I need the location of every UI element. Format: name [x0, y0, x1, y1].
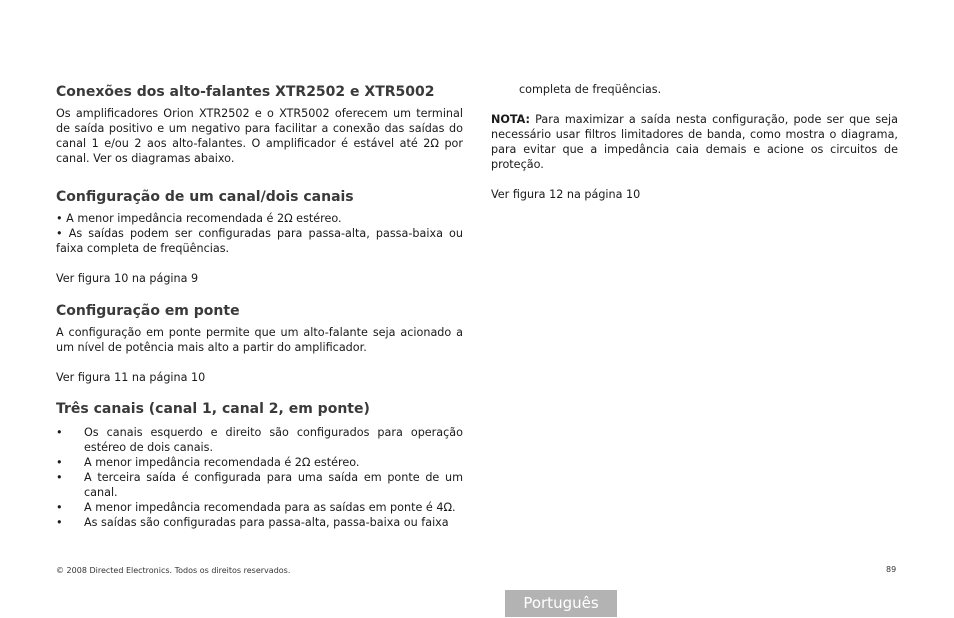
copyright-notice: © 2008 Directed Electronics. Todos os direitos reservados. [56, 566, 291, 575]
list-continuation: completa de freqüências. [519, 83, 662, 96]
bridge-paragraph: A configuração em ponte permite que um alto-falante seja acionado a um nível de potência mais alto a partir do amplificador. [56, 326, 463, 354]
one-two-channel-line-2: • As saídas podem ser configuradas para passa-alta, passa-baixa ou faixa completa de freqüências. [56, 227, 463, 255]
list-item: • Os canais esquerdo e direito são configurados para operação estéreo de dois canais. [56, 426, 463, 454]
one-two-channel-line-1: • A menor impedância recomendada é 2Ω estéreo. [56, 212, 342, 225]
figure-reference-11: Ver figura 11 na página 10 [56, 371, 206, 384]
list-item: • A menor impedância recomendada para as saídas em ponte é 4Ω. [56, 501, 456, 514]
list-item: • A menor impedância recomendada é 2Ω estéreo. [56, 456, 360, 469]
section-heading-three-channel: Três canais (canal 1, canal 2, em ponte) [56, 401, 370, 417]
figure-reference-10: Ver figura 10 na página 9 [56, 272, 199, 285]
left-column [56, 82, 463, 530]
language-tab: Português [505, 590, 617, 617]
note-label: NOTA: [491, 113, 530, 126]
list-item: • A terceira saída é configurada para uma saída em ponte de um canal. [56, 471, 463, 499]
right-column [491, 82, 898, 202]
page-number: 89 [886, 565, 897, 574]
list-item: • As saídas são configuradas para passa-alta, passa-baixa ou faixa [56, 516, 449, 529]
speaker-connections-paragraph: Os amplificadores Orion XTR2502 e o XTR5002 oferecem um terminal de saída positivo e um negativo para facilitar a conexão das saídas do canal 1 e/ou 2 aos alto-falantes. O amplificador é estável até 2Ω por canal. Ver os diagramas abaixo. [56, 107, 463, 165]
figure-reference-12: Ver figura 12 na página 10 [491, 188, 641, 201]
three-channel-list [56, 425, 463, 530]
note-text: Para maximizar a saída nesta configuração, pode ser que seja necessário usar filtros limitadores de banda, como mostra o diagrama, para evitar que a impedância caia demais e acione os circuitos de proteção. [491, 113, 898, 171]
section-heading-one-two-channel: Configuração de um canal/dois canais [56, 189, 354, 205]
note-paragraph [491, 112, 898, 172]
section-heading-bridge: Configuração em ponte [56, 303, 240, 319]
section-heading-speaker-connections: Conexões dos alto-falantes XTR2502 e XTR5002 [56, 84, 435, 100]
